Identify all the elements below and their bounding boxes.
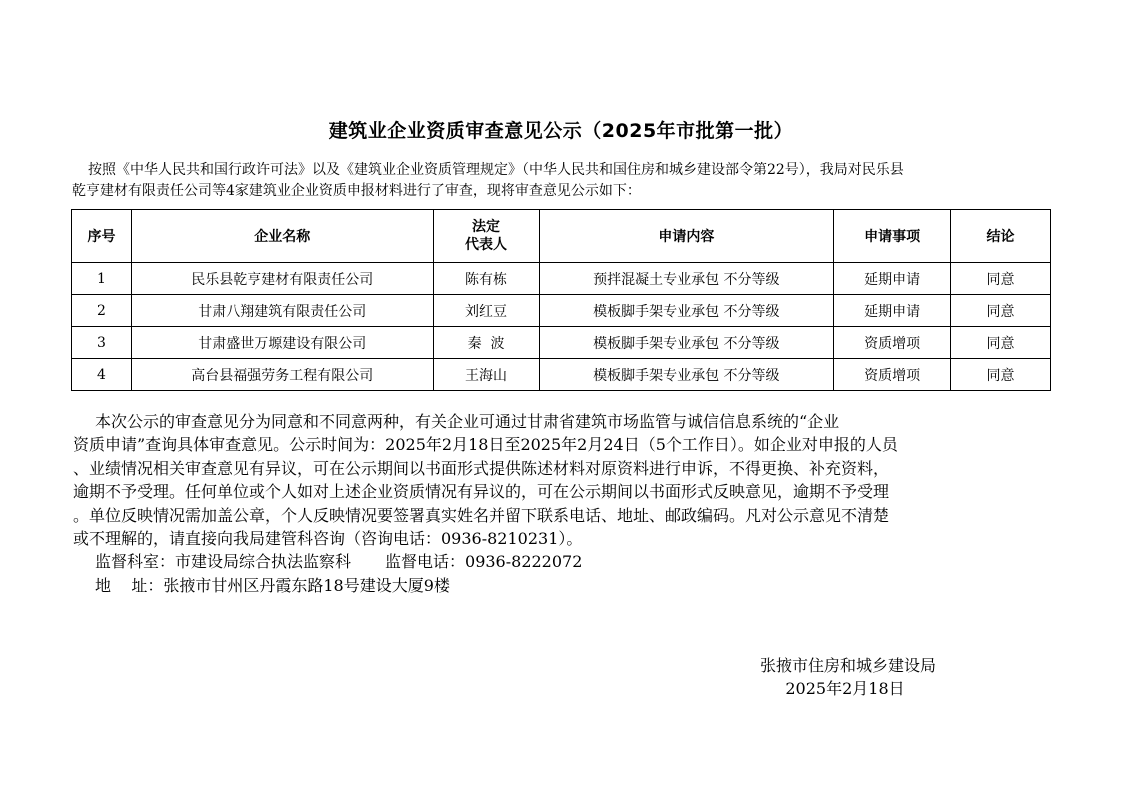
cell-content: 预拌混凝土专业承包 不分等级 bbox=[539, 263, 834, 295]
supervisor-office: 监督科室：市建设局综合执法监察科 bbox=[95, 552, 352, 572]
cell-company: 甘肃盛世万塬建设有限公司 bbox=[131, 327, 433, 359]
signature-block bbox=[700, 654, 990, 700]
notice-body bbox=[73, 410, 1048, 597]
table-row bbox=[72, 295, 1051, 327]
cell-conclusion: 同意 bbox=[951, 327, 1051, 359]
cell-legal-rep: 秦 波 bbox=[433, 327, 539, 359]
cell-company: 高台县福强劳务工程有限公司 bbox=[131, 359, 433, 391]
cell-conclusion: 同意 bbox=[951, 295, 1051, 327]
cell-content: 模板脚手架专业承包 不分等级 bbox=[539, 295, 834, 327]
cell-content: 模板脚手架专业承包 不分等级 bbox=[539, 359, 834, 391]
cell-legal-rep: 刘红豆 bbox=[433, 295, 539, 327]
cell-no: 2 bbox=[72, 295, 132, 327]
header-company: 企业名称 bbox=[131, 210, 433, 263]
header-legal-rep bbox=[433, 210, 539, 263]
header-legal-rep-line-1: 法定 bbox=[472, 219, 501, 235]
supervisor-phone: 监督电话：0936-8222072 bbox=[385, 552, 583, 572]
cell-conclusion: 同意 bbox=[951, 359, 1051, 391]
cell-no: 1 bbox=[72, 263, 132, 295]
table-header-row bbox=[72, 210, 1051, 263]
cell-company: 甘肃八翔建筑有限责任公司 bbox=[131, 295, 433, 327]
intro-line-2: 乾亨建材有限责任公司等4家建筑业企业资质申报材料进行了审查，现将审查意见公示如下： bbox=[72, 183, 641, 199]
cell-company: 民乐县乾亨建材有限责任公司 bbox=[131, 263, 433, 295]
header-no: 序号 bbox=[72, 210, 132, 263]
cell-no: 3 bbox=[72, 327, 132, 359]
table-row bbox=[72, 327, 1051, 359]
cell-legal-rep: 陈有栋 bbox=[433, 263, 539, 295]
intro-paragraph bbox=[72, 160, 1052, 202]
supervisor-row bbox=[73, 550, 1048, 573]
table-row bbox=[72, 359, 1051, 391]
cell-item: 资质增项 bbox=[834, 327, 951, 359]
page-title: 建筑业企业资质审查意见公示（2025年市批第一批） bbox=[328, 120, 794, 142]
table-row bbox=[72, 263, 1051, 295]
address: 地 址：张掖市甘州区丹霞东路18号建设大厦9楼 bbox=[95, 575, 450, 595]
qualification-review-table bbox=[71, 209, 1051, 391]
body-line-1: 本次公示的审查意见分为同意和不同意两种，有关企业可通过甘肃省建筑市场监管与诚信信息系统的“企业 bbox=[95, 412, 840, 431]
body-line-3: 、业绩情况相关审查意见有异议，可在公示期间以书面形式提供陈述材料对原资料进行申诉，不得更换、补充资料， bbox=[73, 458, 890, 478]
cell-content: 模板脚手架专业承包 不分等级 bbox=[539, 327, 834, 359]
header-conclusion: 结论 bbox=[951, 210, 1051, 263]
cell-legal-rep: 王海山 bbox=[433, 359, 539, 391]
body-line-5: 。单位反映情况需加盖公章，个人反映情况要签署真实姓名并留下联系电话、地址、邮政编码。凡对公示意见不清楚 bbox=[73, 505, 890, 525]
cell-item: 延期申请 bbox=[834, 263, 951, 295]
signature-org: 张掖市住房和城乡建设局 bbox=[759, 656, 936, 675]
body-line-6: 或不理解的，请直接向我局建管科咨询（咨询电话：0936-8210231）。 bbox=[73, 529, 583, 549]
header-legal-rep-line-2: 代表人 bbox=[465, 237, 508, 253]
header-item: 申请事项 bbox=[834, 210, 951, 263]
body-line-4: 逾期不予受理。任何单位或个人如对上述企业资质情况有异议的，可在公示期间以书面形式反映意见，逾期不予受理 bbox=[73, 482, 890, 502]
header-content: 申请内容 bbox=[539, 210, 834, 263]
intro-line-1: 按照《中华人民共和国行政许可法》以及《建筑业企业资质管理规定》（中华人民共和国住房和城乡建设部令第22号），我局对民乐县 bbox=[88, 162, 904, 178]
body-line-2: 资质申请”查询具体审查意见。公示时间为：2025年2月18日至2025年2月24日（5个工作日）。如企业对申报的人员 bbox=[73, 435, 898, 455]
cell-no: 4 bbox=[72, 359, 132, 391]
cell-item: 资质增项 bbox=[834, 359, 951, 391]
cell-conclusion: 同意 bbox=[951, 263, 1051, 295]
cell-item: 延期申请 bbox=[834, 295, 951, 327]
signature-date: 2025年2月18日 bbox=[785, 679, 905, 698]
